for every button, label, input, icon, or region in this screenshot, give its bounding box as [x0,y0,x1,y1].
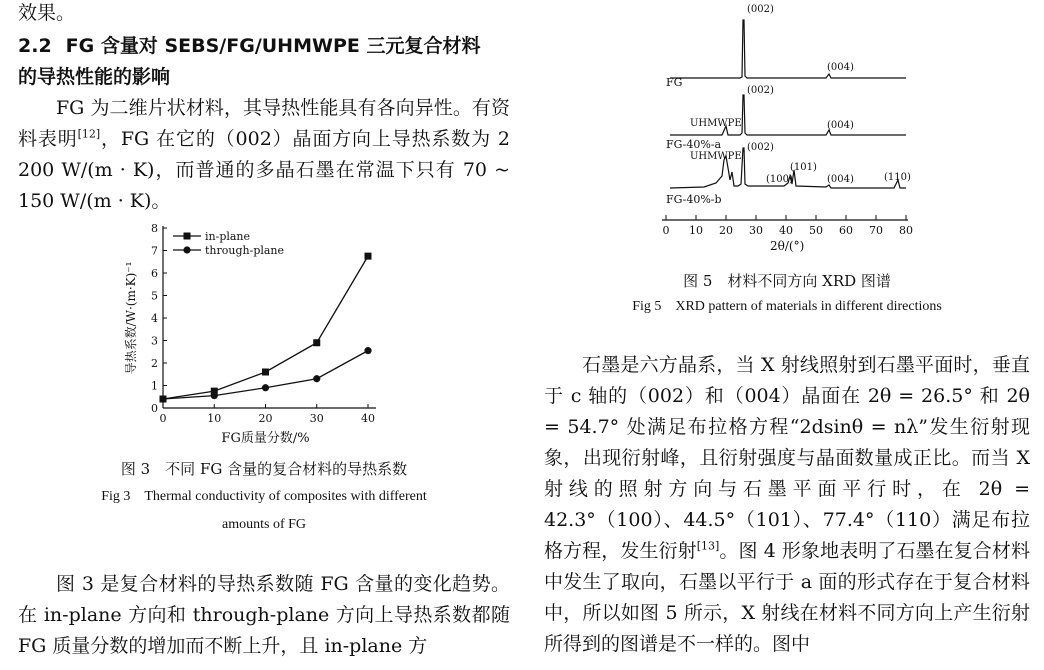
y-tick-label: 4 [151,312,158,325]
y-tick-label: 2 [151,357,158,370]
x-tick-label: 30 [309,412,324,425]
fig3-caption-zh: 图 3 不同 FG 含量的复合材料的导热系数 [120,460,408,478]
paragraph-xrd-discussion: 石墨是六方晶系，当 X 射线照射到石墨平面时，垂直于 c 轴的（002）和（004）晶面在 2θ = 26.5° 和 2θ = 54.7° 处满足布拉格方程“2dsinθ = nλ”发生衍射现象，出现衍射峰，且衍射强度与晶面数量成正比。而当 X 射线的照射方向与石墨平面平行时，在 2θ = 42.3°（100）、44.5°（101）、77.4°（110）满足布拉格方程，发生衍射[13]。图 4 形象地表明了石墨在复合材料中发生了取向，石墨以平行于 a 面的形式存在于复合材料中，所以如图 5 所示，X 射线在材料不同方向上产生衍射所得到的图谱是不一样的。图中 [544,354,1030,655]
xrd-label-fg40a: FG-40%-a [666,138,722,151]
xrd-peak-004-fg: (004) [827,62,854,73]
xrd-x-ticks [663,215,914,237]
fig3-caption-en-line1: Fig 3 Thermal conductivity of composites with different [101,489,427,504]
thermal-conductivity-chart [18,222,510,450]
x-tick-label: 40 [361,412,375,425]
legend-marker-in-plane [184,233,191,240]
section-number: 2.2 [18,35,52,57]
xrd-curve-fg40a [670,95,906,135]
xrd-x-tick-label: 60 [839,224,853,237]
xrd-x-tick-label: 80 [899,224,913,237]
xrd-x-label: 2θ/(°) [770,239,805,253]
xrd-chart [544,0,1030,258]
y-tick-label: 6 [151,267,158,280]
section-title-line1: FG 含量对 SEBS/FG/UHMWPE 三元复合材料 [65,35,481,57]
fig5-caption-zh: 图 5 材料不同方向 XRD 图谱 [683,272,891,290]
xrd-label-fg40b: FG-40%-b [666,193,722,206]
point-in-plane [313,339,320,346]
xrd-x-tick-label: 70 [869,224,883,237]
paragraph-fig3-discussion: 图 3 是复合材料的导热系数随 FG 含量的变化趋势。在 in-plane 方向和 through-plane 方向上导热系数都随 FG 质量分数的增加而不断上升，且 in-plane 方 [18,573,510,657]
xrd-peak-004-b: (004) [827,174,854,185]
left-column [18,0,510,657]
x-tick-label: 0 [159,412,167,425]
point-in-plane [262,369,269,376]
point-through-plane [313,375,320,382]
legend-label-in-plane: in-plane [205,230,251,243]
xrd-x-tick-label: 30 [749,224,763,237]
fig3-caption-en-line2: amounts of FG [222,517,306,532]
citation-12: [12] [77,127,101,141]
y-tick-label: 8 [151,222,158,235]
xrd-peak-002-fg: (002) [747,4,774,15]
point-through-plane [364,347,371,354]
xrd-x-tick-label: 50 [809,224,823,237]
paragraph-fg-intro: FG 为二维片状材料，其导热性能具有各向异性。有资料表明[12]，FG 在它的（002）晶面方向上导热系数为 2 200 W/(m · K)，而普通的多晶石墨在常温下只有 70 ~ 150 W/(m · K)。 [18,97,510,212]
x-tick-label: 20 [258,412,273,425]
xrd-peak-101: (101) [790,162,817,173]
y-tick-label: 1 [151,379,158,393]
point-through-plane [262,384,269,391]
xrd-x-tick-label: 10 [689,224,703,237]
point-through-plane [211,392,218,399]
xrd-peak-100: (100) [766,174,793,185]
section-title-line2: 的导热性能的影响 [18,66,171,88]
xrd-x-tick-label: 0 [662,224,670,237]
y-tick-label: 5 [151,289,158,303]
section-heading [18,31,510,93]
xrd-label-fg: FG [666,76,683,89]
xrd-x-tick-label: 40 [779,224,793,237]
xrd-peak-004-a: (004) [827,120,854,131]
legend-marker-through-plane [183,246,190,253]
fig5-caption-en: Fig 5 XRD pattern of materials in different directions [632,299,942,314]
y-tick-label: 3 [151,334,158,348]
xrd-label-uhmwpe-b: UHMWPE [690,151,742,162]
figure-3 [18,222,510,536]
x-tick-label: 10 [207,412,222,425]
y-tick-label: 0 [151,402,158,415]
legend-label-through-plane: through-plane [205,244,285,257]
xrd-x-tick-label: 20 [719,224,733,237]
xrd-peak-002-a: (002) [747,85,774,96]
figure-5 [544,0,1030,318]
point-in-plane [365,253,372,260]
point-through-plane [159,395,166,402]
citation-13: [13] [696,539,720,553]
xrd-label-uhmwpe-a: UHMWPE [690,118,742,129]
xrd-peak-110: (110) [884,172,911,183]
series-line-in-plane [163,256,368,399]
xrd-peak-002-b: (002) [747,142,774,153]
y-tick-label: 7 [151,244,158,258]
paragraph-top: 效果。 [18,2,76,24]
x-axis-label: FG质量分数/% [221,431,310,446]
y-axis-label: 导热系数/W·(m·K)⁻¹ [124,261,138,375]
xrd-curve-fg [670,20,906,78]
